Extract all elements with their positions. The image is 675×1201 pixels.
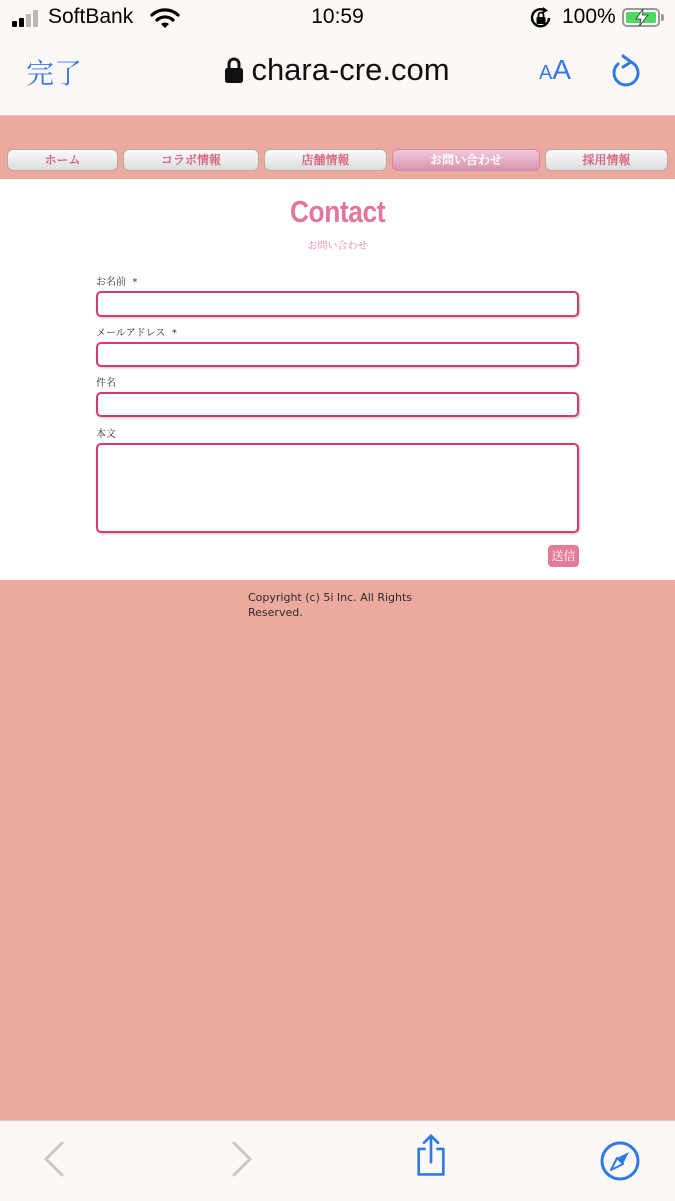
battery-tip [661, 14, 664, 21]
browser-toolbar [0, 1120, 675, 1201]
nav-collab[interactable]: コラボ情報 [123, 149, 259, 171]
text-size-small-label: A [539, 62, 553, 84]
message-textarea[interactable] [96, 443, 579, 533]
page-title: Contact [289, 194, 386, 229]
orientation-lock-icon [529, 7, 553, 29]
page-subtitle: お問い合わせ [307, 241, 368, 252]
name-field[interactable] [96, 291, 579, 317]
email-field[interactable] [96, 342, 579, 367]
reload-icon[interactable] [610, 54, 642, 88]
contact-section [0, 179, 675, 580]
subject-field[interactable] [96, 392, 579, 417]
copyright-text [248, 590, 428, 620]
name-label [96, 273, 137, 288]
name-label-text: お名前 [96, 277, 126, 288]
padlock-icon [225, 57, 243, 83]
browser-address-bar [0, 36, 675, 116]
copyright-line1: Copyright (c) 5i Inc. All Rights [248, 591, 413, 604]
name-required-mark: * [132, 277, 138, 288]
email-label-text: メールアドレス [96, 328, 166, 339]
subject-label: 件名 [96, 378, 116, 389]
back-icon[interactable] [34, 1137, 74, 1181]
text-size-button[interactable] [539, 54, 571, 86]
share-icon[interactable] [411, 1134, 451, 1178]
done-button[interactable]: 完了 [26, 58, 83, 89]
copyright-line2: Reserved. [248, 606, 303, 619]
nav-recruit[interactable]: 採用情報 [545, 149, 668, 171]
email-required-mark: * [171, 328, 177, 339]
nav-shop-info[interactable]: 店舗情報 [264, 149, 387, 171]
submit-button[interactable]: 送信 [548, 545, 579, 567]
email-label [96, 324, 177, 339]
message-label: 本文 [96, 429, 116, 440]
text-size-large-label: A [552, 54, 572, 85]
battery-charging-icon [622, 8, 660, 27]
status-bar [0, 0, 675, 36]
url-text: chara-cre.com [251, 52, 450, 87]
compass-icon[interactable] [600, 1140, 640, 1184]
status-time: 10:59 [311, 5, 364, 28]
forward-icon[interactable] [222, 1137, 262, 1181]
nav-home[interactable]: ホーム [7, 149, 118, 171]
nav-contact[interactable]: お問い合わせ [392, 149, 540, 171]
battery-percent: 100% [562, 5, 616, 28]
carrier-name: SoftBank [48, 5, 134, 28]
address-field[interactable] [0, 52, 675, 88]
